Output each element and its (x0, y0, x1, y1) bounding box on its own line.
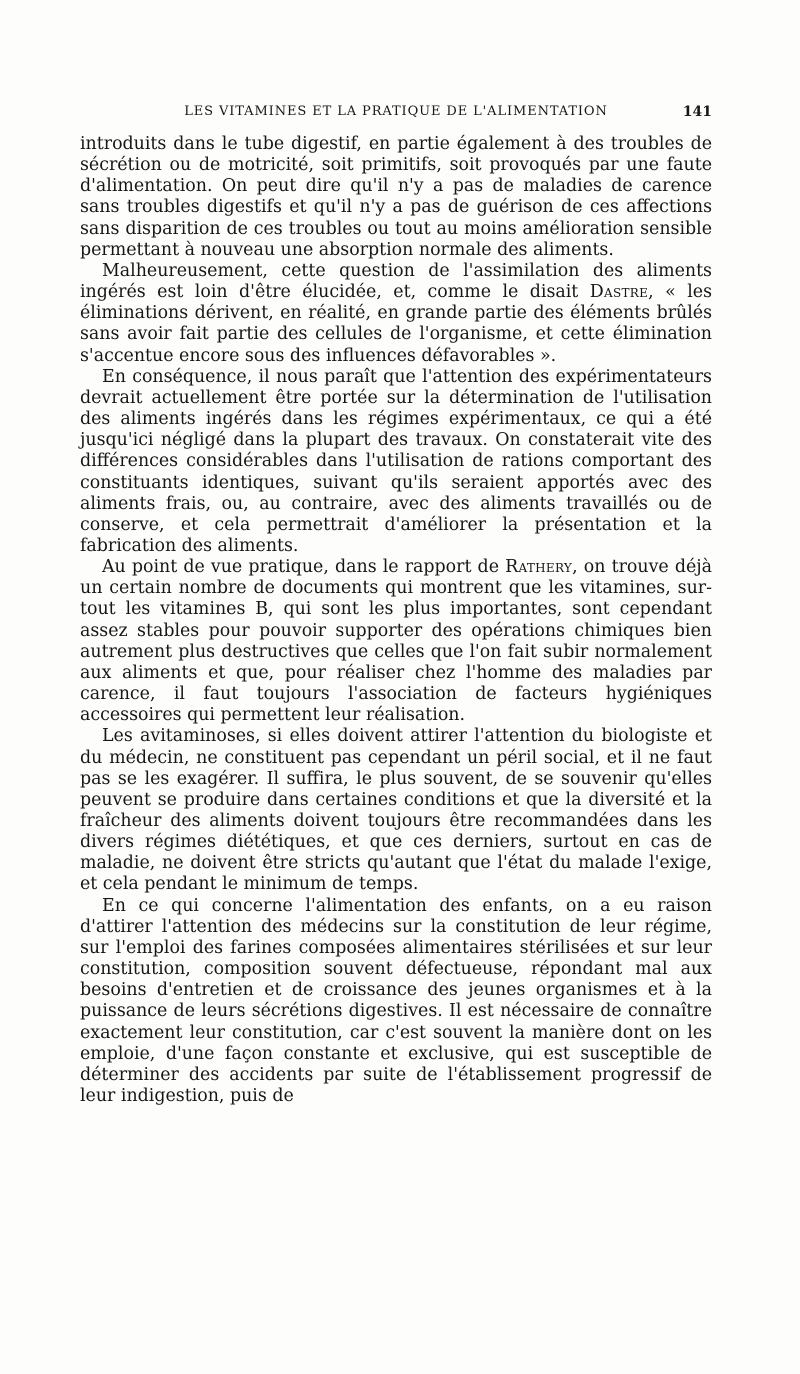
paragraph-avitaminoses: Les avitaminoses, si elles doivent attirer l'attention du biologiste et du médecin, ne constituent pas cependant un péril social, et il ne faut pas se les exagérer. Il suffira, le plus souvent, de se souvenir qu'elles peuvent se produire dans certaines conditions et que la diversité et la fraîcheur des aliments doivent toujours être recommandées dans les divers régimes diététiques, et que ces derniers, surtout en cas de maladie, ne doivent être stricts qu'autant que l'état du malade l'exige, et cela pendant le minimum de temps. (80, 726, 712, 895)
paragraph-enfants: En ce qui concerne l'alimentation des enfants, on a eu raison d'attirer l'attention des médecins sur la constitution de leur régime, sur l'emploi des farines composées alimentaires stérilisées et sur leur constitution, composition souvent défectueuse, répondant mal aux besoins d'entretien et de croissance des jeunes organismes et à la puissance de leurs sécrétions digestives. Il est nécessaire de connaître exactement leur constitution, car c'est souvent la manière dont on les emploie, d'une façon constante et exclusive, qui est susceptible de déterminer des accidents par suite de l'établissement progressif de leur indigestion, puis de (80, 895, 712, 1107)
running-title: LES VITAMINES ET LA PRATIQUE DE L'ALIMENTATION (184, 104, 608, 119)
page-number: 141 (682, 104, 712, 120)
paragraph-text: , on trouve déjà un certain nombre de documents qui montrent que les vitamines, surtout les vitamines B, qui sont les plus importantes, sont cependant assez stables pour pouvoir supporter des opérations chimiques bien autrement plus destructives que celles que l'on fait subir normalement aux aliments et que, pour réaliser chez l'homme des maladies par carence, il faut toujours l'association de facteurs hygiéniques accessoires qui permettent leur réalisation. (80, 557, 713, 726)
running-head (80, 104, 712, 126)
paragraph-text: , « les éliminations dérivent, en réalité, en grande partie des éléments brûlés sans avoir fait partie des cellules de l'organisme, et cette élimination s'accentue encore sous des influences défavorables ». (80, 282, 712, 366)
paragraph-text: Au point de vue pratique, dans le rapport de (102, 557, 506, 578)
paragraph-dastre (80, 261, 712, 367)
paragraph-text: Malheureusement, cette question de l'assimilation des aliments ingérés est loin d'être élucidée, et, comme le disait (80, 260, 712, 303)
paragraph-continued: introduits dans le tube digestif, en partie également à des troubles de sécrétion ou de motricité, soit primitifs, soit provoqués par une faute d'alimentation. On peut dire qu'il n'y a pas de maladies de carence sans troubles digestifs et qu'il n'y a pas de guérison de ces affections sans disparition de ces troubles ou tout au moins amélioration sensible permettant à nouveau une absorption normale des aliments. (80, 134, 712, 260)
author-name-dastre: Dastre (589, 282, 649, 303)
paragraph-rathery (80, 557, 712, 726)
paragraph-consequence: En conséquence, il nous paraît que l'attention des expérimentateurs devrait actuellement être portée sur la détermination de l'utilisation des aliments ingérés dans les régimes expérimentaux, ce qui a été jusqu'ici négligé dans la plupart des travaux. On constaterait vite des différences considérables dans l'utilisation de rations comportant des constituants identiques, suivant qu'ils seraient apportés avec des aliments frais, ou, au contraire, avec des aliments travaillés ou de conserve, et cela permettrait d'améliorer la présentation et la fabrication des aliments. (80, 366, 712, 556)
body-text (80, 134, 712, 1107)
author-name-rathery: Rathery (505, 557, 573, 578)
